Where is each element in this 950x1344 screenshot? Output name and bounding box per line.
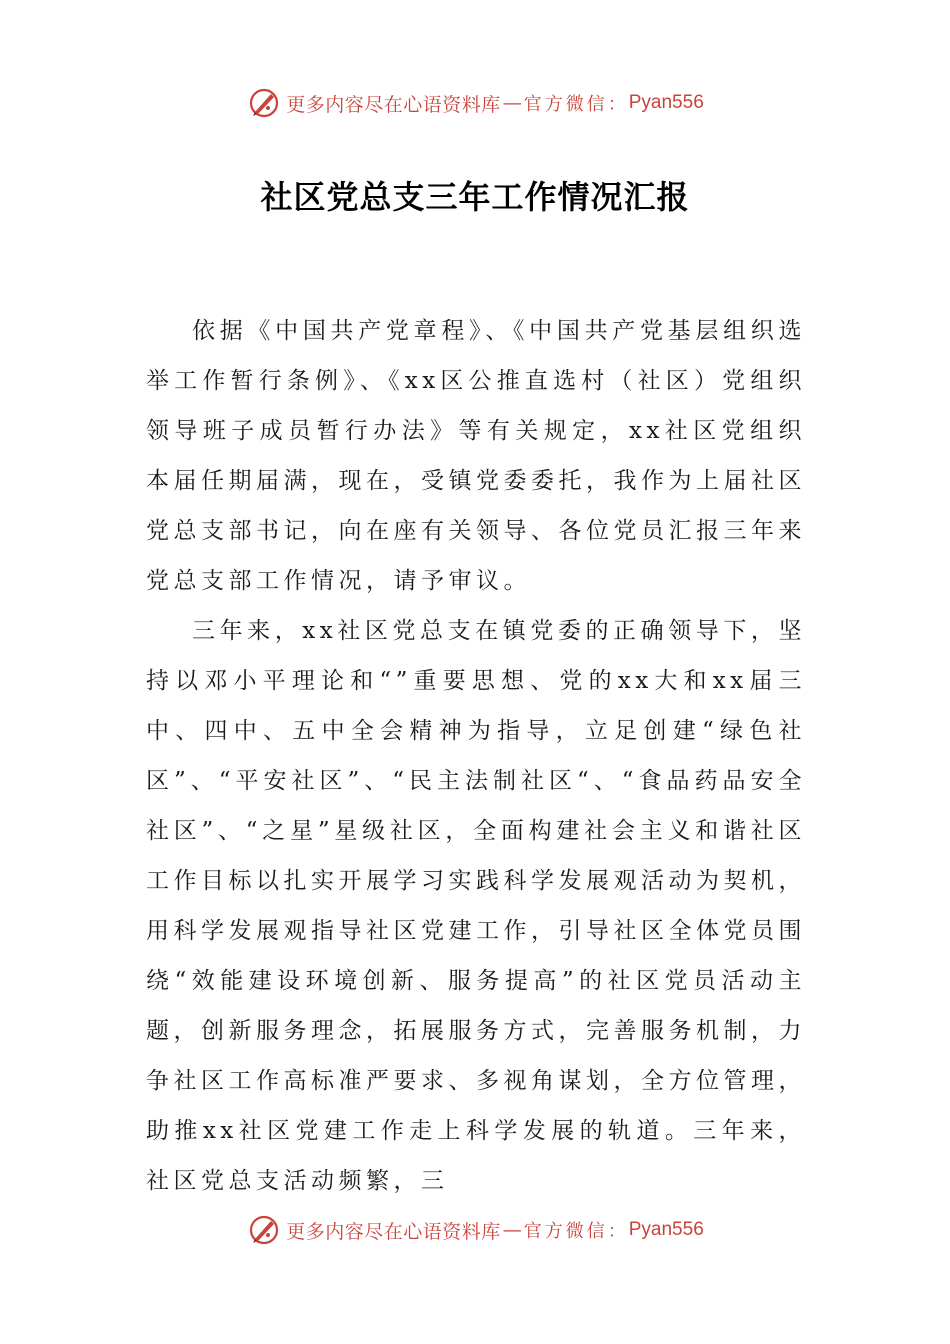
footer-watermark bbox=[0, 1210, 950, 1250]
body-paragraph-2: 三年来，xx社区党总支在镇党委的正确领导下，坚持以邓小平理论和“”重要思想、党的xx大和xx届三中、四中、五中全会精神为指导，立足创建“绿色社区”、“平安社区”、“民主法制社区“、“食品药品安全社区”、“之星”星级社区，全面构建社会主义和谐社区工作目标以扎实开展学习实践科学发展观活动为契机，用科学发展观指导社区党建工作，引导社区全体党员围绕“效能建设环境创新、服务提高”的社区党员活动主题，创新服务理念，拓展服务方式，完善服务机制，力争社区工作高标准严要求、多视角谋划，全方位管理，助推xx社区党建工作走上科学发展的轨道。三年来，社区党总支活动频繁，三 bbox=[146, 618, 806, 1194]
pen-logo-icon bbox=[246, 85, 282, 121]
watermark-wechat-label: 官方微信： bbox=[523, 94, 629, 115]
document-title: 社区党总支三年工作情况汇报 bbox=[260, 178, 690, 216]
watermark-text: 更多内容尽在心语资料库 bbox=[286, 93, 501, 116]
body-paragraph-1: 依据《中国共产党章程》、《中国共产党基层组织选举工作暂行条例》、《xx区公推直选村（社区）党组织领导班子成员暂行办法》等有关规定，xx社区党组织本届任期届满，现在，受镇党委委托，我作为上届社区党总支部书记，向在座有关领导、各位党员汇报三年来党总支部工作情况，请予审议。 bbox=[146, 318, 806, 594]
watermark-separator: — bbox=[502, 92, 522, 114]
header-watermark bbox=[0, 83, 950, 123]
watermark-text: 更多内容尽在心语资料库 bbox=[286, 1220, 501, 1243]
document-body bbox=[146, 306, 806, 1206]
watermark-wechat-label: 官方微信： bbox=[523, 1221, 629, 1242]
watermark-wechat-id: Pyan556 bbox=[628, 92, 704, 113]
pen-logo-icon bbox=[246, 1212, 282, 1248]
watermark-wechat-id: Pyan556 bbox=[628, 1219, 704, 1240]
watermark-separator: — bbox=[502, 1219, 522, 1241]
